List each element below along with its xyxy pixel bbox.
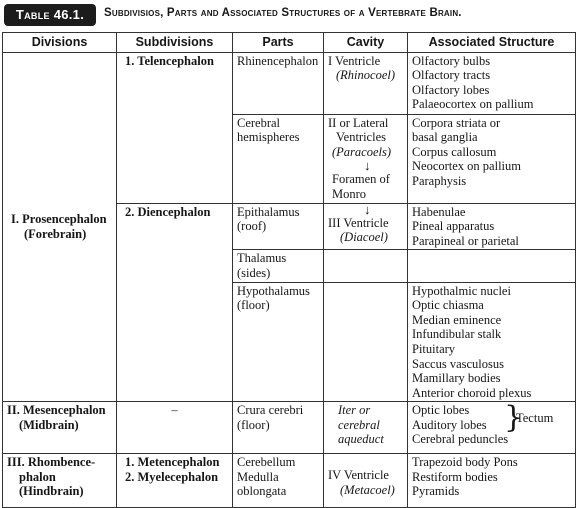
division-name: II. Mesencephalon (7, 403, 106, 418)
table-number-badge: Table 46.1. (4, 4, 96, 26)
division-common-name: (Midbrain) (19, 417, 79, 432)
foramen-label: Foramen of (332, 172, 390, 187)
part-label: Medulla (237, 469, 279, 484)
subdivision-label: 1. Metencephalon (125, 455, 220, 470)
part-cerebral-hemispheres (233, 114, 324, 203)
part-label: Thalamus (237, 251, 287, 266)
brain-structures-table (2, 32, 576, 508)
list-item: Optic lobes (412, 403, 470, 418)
table-row (3, 454, 576, 508)
list-item: Parapineal or parietal (412, 233, 519, 248)
list-item: Pineal apparatus (412, 219, 495, 234)
cavity-empty (324, 282, 408, 402)
structures-empty (408, 250, 576, 282)
list-item: Auditory lobes (412, 417, 487, 432)
cavity-empty (324, 250, 408, 282)
list-item: Cerebral peduncles (412, 432, 509, 447)
structures-rhinencephalon (408, 52, 576, 114)
part-label: Cerebral (237, 115, 281, 130)
list-item: Paraphysis (412, 173, 467, 188)
subdivisions-rhombencephalon (117, 454, 233, 508)
list-item: Saccus vasculosus (412, 356, 504, 371)
part-rhinencephalon (233, 52, 324, 114)
division-name: I. Prosencephalon (11, 212, 107, 227)
parts-rhombencephalon (233, 454, 324, 508)
right-brace-icon: } (504, 400, 524, 436)
part-label: Rhinencephalon (237, 53, 319, 68)
part-label: Crura cerebri (237, 403, 304, 418)
list-item: Habenulae (412, 204, 466, 219)
list-item: Optic chiasma (412, 298, 484, 313)
division-rhombencephalon (3, 454, 117, 508)
part-label: oblongata (237, 484, 287, 499)
part-label: (sides) (237, 265, 271, 280)
subdivision-telencephalon (117, 52, 233, 203)
list-item: Hypothalmic nuclei (412, 283, 511, 298)
tectum-group (412, 400, 571, 436)
part-thalamus (233, 250, 324, 282)
table-caption (4, 4, 574, 28)
header-associated-structure: Associated Structure (408, 33, 576, 53)
subdivision-label: 2. Diencephalon (125, 204, 211, 219)
list-item: Pituitary (412, 341, 456, 356)
part-label: (floor) (237, 298, 270, 313)
header-parts: Parts (233, 33, 324, 53)
division-common-name: (Hindbrain) (19, 484, 84, 499)
list-item: basal ganglia (412, 130, 478, 145)
cavity-label: Ventricles (336, 130, 386, 145)
subdivision-none (117, 402, 233, 454)
part-label: hemispheres (237, 130, 300, 145)
structures-rhombencephalon (408, 454, 576, 508)
part-label: Cerebellum (237, 455, 296, 470)
list-item: Corpus callosum (412, 144, 497, 159)
part-label: (floor) (237, 417, 270, 432)
tectum-label: Tectum (516, 411, 554, 426)
down-arrow-icon: ↓ (364, 201, 371, 217)
part-crura-cerebri (233, 402, 324, 454)
structures-mesencephalon (408, 402, 576, 454)
list-item: Palaeocortex on pallium (412, 97, 534, 112)
list-item: Mamillary bodies (412, 371, 501, 386)
list-item: Infundibular stalk (412, 327, 502, 342)
division-prosencephalon (3, 52, 117, 402)
cavity-term: (Rhinocoel) (336, 68, 396, 83)
list-item: Median eminence (412, 312, 502, 327)
division-name: phalon (19, 469, 56, 484)
subdivision-diencephalon (117, 203, 233, 402)
cavity-lateral-ventricles (324, 114, 408, 203)
part-hypothalamus (233, 282, 324, 402)
structures-cerebral-hemispheres (408, 114, 576, 203)
cavity-term: (Metacoel) (340, 482, 395, 497)
list-item: Neocortex on pallium (412, 159, 521, 174)
table-row (3, 52, 576, 114)
cavity-first-ventricle (324, 52, 408, 114)
subdivision-label: 2. Myelecephalon (125, 469, 219, 484)
list-item: Pyramids (412, 484, 460, 499)
table-row (3, 402, 576, 454)
list-item: Trapezoid body Pons (412, 455, 518, 470)
cavity-term: aqueduct (338, 432, 384, 447)
cavity-cerebral-aqueduct (324, 402, 408, 454)
division-name: III. Rhombence- (7, 455, 96, 470)
list-item: Olfactory lobes (412, 82, 490, 97)
cavity-term: (Diacoel) (340, 230, 388, 245)
list-item: Restiform bodies (412, 469, 498, 484)
part-label: Hypothalamus (237, 283, 310, 298)
division-common-name: (Forebrain) (24, 226, 87, 241)
cavity-term: cerebral (338, 417, 380, 432)
table-title: Subdivisios, Parts and Associated Structures of a Vertebrate Brain. (104, 7, 462, 19)
header-cavity: Cavity (324, 33, 408, 53)
division-mesencephalon (3, 402, 117, 454)
down-arrow-icon: ↓ (364, 158, 371, 174)
header-subdivisions: Subdivisions (117, 33, 233, 53)
cavity-label: III Ventricle (328, 215, 389, 230)
header-divisions: Divisions (3, 33, 117, 53)
cavity-term: Iter or (338, 403, 371, 418)
structures-hypothalamus (408, 282, 576, 402)
part-label: (roof) (237, 219, 267, 234)
cavity-fourth-ventricle (324, 454, 408, 508)
list-item: Olfactory tracts (412, 68, 491, 83)
header-row (3, 33, 576, 53)
cavity-label: I Ventricle (328, 53, 381, 68)
cavity-term: (Paracoels) (332, 144, 392, 159)
subdivision-label: – (171, 403, 178, 418)
list-item: Corpora striata or (412, 115, 501, 130)
cavity-label: II or Lateral (328, 115, 389, 130)
structures-epithalamus (408, 203, 576, 250)
list-item: Anterior choroid plexus (412, 385, 532, 400)
subdivision-label: 1. Telencephalon (125, 53, 214, 68)
cavity-third-ventricle (324, 203, 408, 250)
part-epithalamus (233, 203, 324, 250)
list-item: Olfactory bulbs (412, 53, 491, 68)
part-label: Epithalamus (237, 204, 300, 219)
foramen-label: Monro (332, 186, 367, 201)
cavity-label: IV Ventricle (328, 468, 389, 483)
